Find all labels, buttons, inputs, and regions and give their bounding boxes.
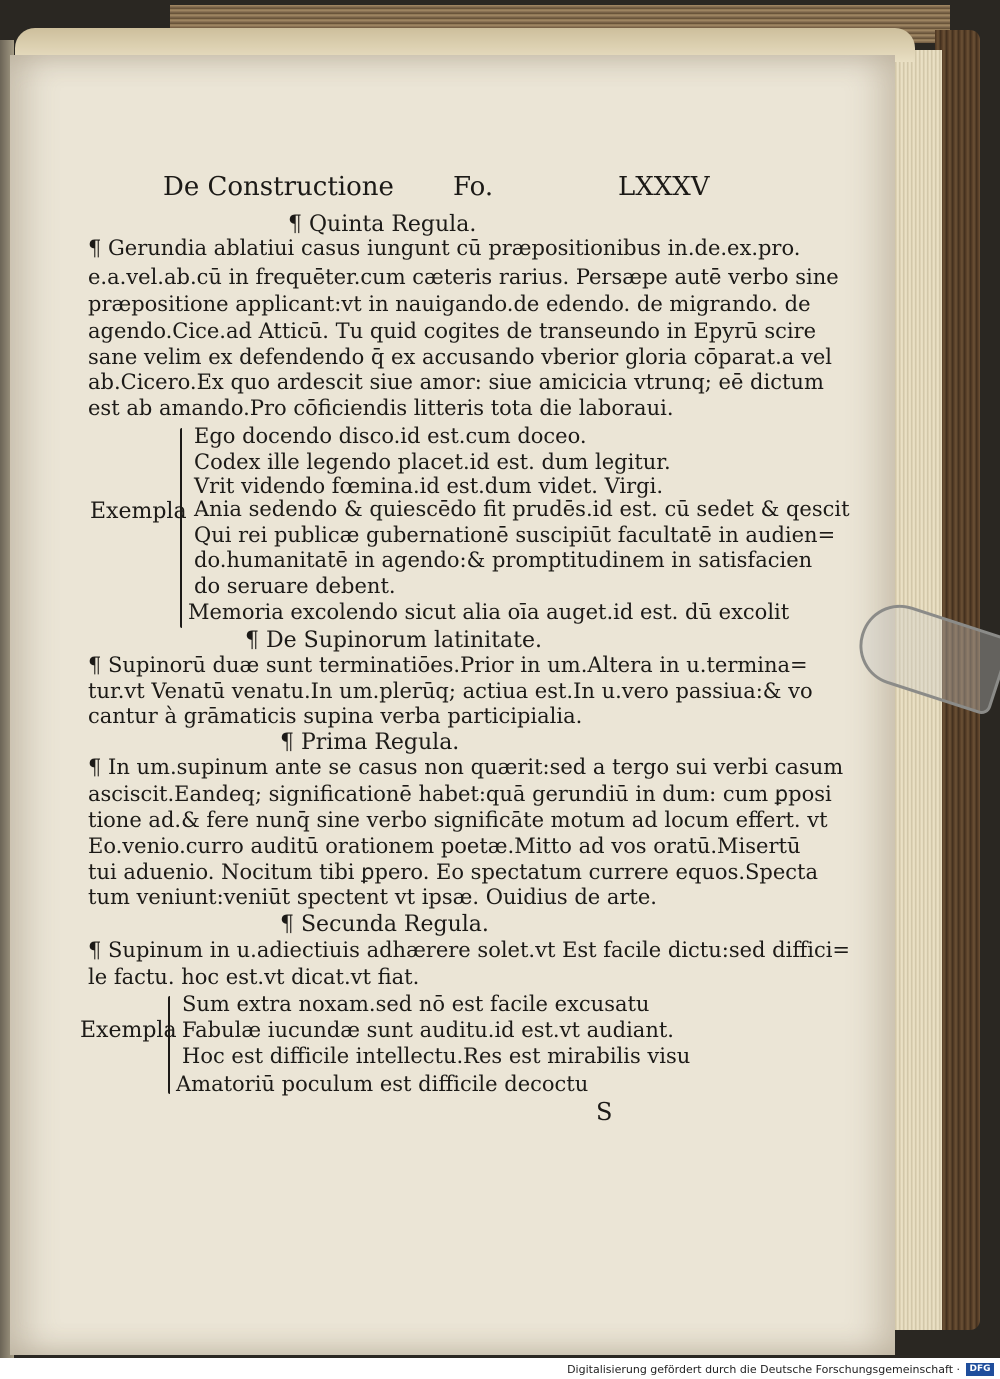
text-line: ¶ Supinum in u.adiectiuis adhærere solet.vt Est facile dictu:sed diffici= — [88, 938, 851, 962]
text-line: Eo.venio.curro auditū orationem poetæ.Mitto ad vos oratū.Misertū — [88, 834, 801, 858]
example-line: Ego docendo disco.id est.cum doceo. — [194, 424, 587, 448]
example-line: Memoria excolendo sicut alia oīa auget.id est. dū excolit — [188, 600, 790, 624]
header-title: De Constructione — [163, 172, 394, 202]
header-folio-label: Fo. — [453, 172, 494, 202]
footer-credit: Digitalisierung gefördert durch die Deutsche Forschungsgemeinschaft · — [567, 1363, 960, 1376]
example-line: Vrit videndo fœmina.id est.dum videt. Virgi. — [194, 474, 663, 498]
example-line: Codex ille legendo placet.id est. dum legitur. — [194, 450, 671, 474]
text-line: præpositione applicant:vt in nauigando.de edendo. de migrando. de — [88, 292, 811, 316]
heading-secunda-regula: ¶ Secunda Regula. — [280, 912, 489, 937]
text-line: cantur à grāmaticis supina verba participialia. — [88, 704, 583, 728]
text-line: ¶ Gerundia ablatiui casus iungunt cū præpositionibus in.de.ex.pro. — [88, 236, 801, 260]
example-line: Ania sedendo & quiescēdo fit prudēs.id est. cū sedet & qescit — [194, 497, 850, 521]
example-line: Qui rei publicæ gubernationē suscipiūt facultatē in audien= — [194, 523, 836, 547]
example-line: Sum extra noxam.sed nō est facile excusatu — [182, 992, 650, 1016]
text-line: tur.vt Venatū venatu.In um.plerūq; actiua est.In u.vero passiua:& vo — [88, 679, 813, 703]
text-line: ¶ In um.supinum ante se casus non quærit:sed a tergo sui verbi casum — [88, 755, 844, 779]
heading-quinta-regula: ¶ Quinta Regula. — [288, 212, 477, 237]
text-line: tui aduenio. Nocitum tibi ꝑpero. Eo spectatum currere equos.Specta — [88, 860, 819, 884]
example-line: Amatoriū poculum est difficile decoctu — [176, 1072, 589, 1096]
exempla-brace — [180, 428, 182, 628]
heading-prima-regula: ¶ Prima Regula. — [280, 730, 460, 755]
example-line: do.humanitatē in agendo:& promptitudinem in satisfacien — [194, 548, 813, 572]
dfg-logo: DFG — [966, 1363, 994, 1376]
header-folio-number: LXXXV — [618, 172, 710, 202]
exempla-brace — [168, 996, 170, 1094]
exempla-label: Exempla — [90, 499, 187, 524]
exempla-label: Exempla — [80, 1018, 177, 1043]
text-line: tum veniunt:veniūt spectent vt ipsæ. Ouidius de arte. — [88, 885, 657, 909]
text-line: asciscit.Eandeq; significationē habet:quā gerundiū in dum: cum ꝑposi — [88, 782, 832, 806]
footer-bar — [0, 1361, 1000, 1379]
text-line: sane velim ex defendendo q̄ ex accusando vberior gloria cōparat.a vel — [88, 345, 832, 369]
text-line: ab.Cicero.Ex quo ardescit siue amor: siue amicicia vtrunq; eē dictum — [88, 370, 824, 394]
text-line: e.a.vel.ab.cū in frequēter.cum cæteris rarius. Persæpe autē verbo sine — [88, 265, 839, 289]
running-header — [163, 172, 733, 206]
text-line: agendo.Cice.ad Atticū. Tu quid cogites de transeundo in Epyrū scire — [88, 319, 817, 343]
heading-de-supinorum: ¶ De Supinorum latinitate. — [245, 628, 542, 653]
text-line: le factu. hoc est.vt dicat.vt fiat. — [88, 965, 420, 989]
example-line: Fabulæ iucundæ sunt auditu.id est.vt audiant. — [182, 1018, 674, 1042]
example-line: Hoc est difficile intellectu.Res est mirabilis visu — [182, 1044, 691, 1068]
text-line: ¶ Supinorū duæ sunt terminatiōes.Prior in um.Altera in u.termina= — [88, 653, 808, 677]
example-line: do seruare debent. — [194, 574, 396, 598]
text-line: tione ad.& fere nunq̄ sine verbo significāte motum ad locum effert. vt — [88, 808, 828, 832]
signature-mark: S — [596, 1098, 613, 1126]
text-line: est ab amando.Pro cōficiendis litteris tota die laboraui. — [88, 396, 674, 420]
